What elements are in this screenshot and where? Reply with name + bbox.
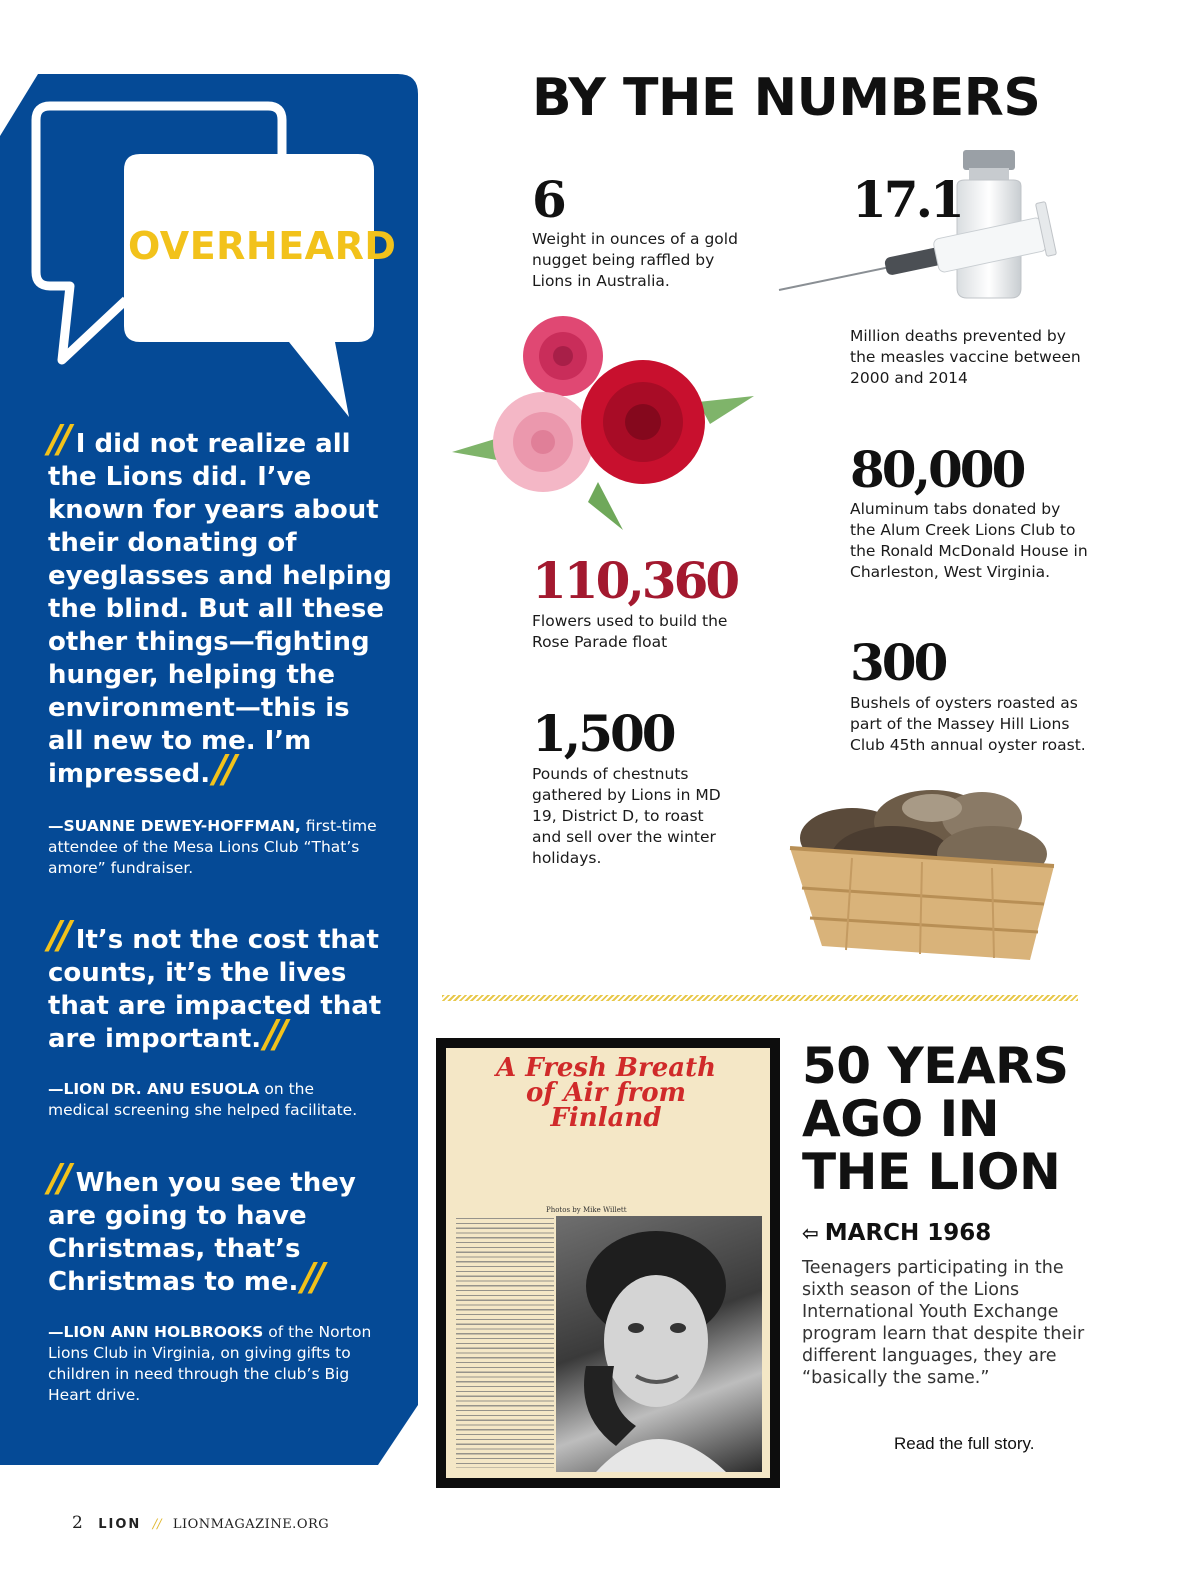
quote-1-text: I did not realize all the Lions did. I’ve known for years about their donating of eyeglasses and helping the blind. But all these other things—fighting hunger, helping the environment—this is all new to me. I’m impressed. (48, 429, 392, 789)
stat-desc-measles: Million deaths prevented by the measles vaccine between 2000 and 2014 (850, 327, 1081, 387)
stat-desc-tabs: Aluminum tabs donated by the Alum Creek Lions Club to the Ronald McDonald House in Charleston, West Virginia. (850, 500, 1088, 581)
stat-desc-gold: Weight in ounces of a gold nugget being raffled by Lions in Australia. (532, 230, 738, 290)
footer-separator: // (152, 1517, 162, 1532)
page-number: 2 (72, 1513, 83, 1533)
magazine-photo (556, 1216, 762, 1472)
quote-2-text: It’s not the cost that counts, it’s the lives that are impacted that are important. (48, 925, 382, 1054)
quote-2: // It’s not the cost that counts, it’s the lives that are impacted that are important.// (48, 913, 382, 1056)
read-full-story-link[interactable]: Read the full story. (894, 1434, 1035, 1453)
stat-value-flowers: 110,360 (532, 551, 738, 610)
section-divider (442, 995, 1078, 1001)
stat-value-tabs: 80,000 (850, 440, 1024, 499)
magazine-website-link[interactable]: LIONMAGAZINE.ORG (172, 1517, 330, 1532)
page-footer (72, 1513, 329, 1533)
fifty-years-title: 50 YEARS AGO IN THE LION (802, 1037, 1069, 1201)
quote-3-text: When you see they are going to have Christmas, that’s Christmas to me. (48, 1168, 356, 1297)
quote-1: // I did not realize all the Lions did. I’ve known for years about their donating of eyeglasses and helping the blind. But all these other things—fighting hunger, helping the environment—this is all new to me. I’m impressed.// (48, 417, 392, 791)
stat-value-measles: 17.1 (852, 170, 962, 229)
stat-desc-oysters: Bushels of oysters roasted as part of the Massey Hill Lions Club 45th annual oyster roast. (850, 694, 1086, 754)
quote-3-attribution: —LION ANN HOLBROOKS of the Norton Lions Club in Virginia, on giving gifts to children in need through the club’s Big Heart drive. (48, 1323, 372, 1404)
quote-3: // When you see they are going to have Christmas, that’s Christmas to me.// (48, 1156, 356, 1299)
stat-desc-flowers: Flowers used to build the Rose Parade float (532, 612, 728, 651)
stat-value-oysters: 300 (850, 633, 946, 692)
quote-2-attribution: —LION DR. ANU ESUOLA on the medical screening she helped facilitate. (48, 1080, 358, 1119)
numbers-title: BY THE NUMBERS (532, 68, 1041, 128)
fifty-years-description: Teenagers participating in the sixth season of the Lions International Youth Exchange program learn that despite their different languages, they are “basically the same.” (802, 1258, 1085, 1388)
stat-value-gold: 6 (532, 170, 564, 229)
quote-1-attribution: —SUANNE DEWEY-HOFFMAN, first-time attendee of the Mesa Lions Club “That’s amore” fundraiser. (48, 817, 377, 877)
fifty-years-date: ⇦ MARCH 1968 (802, 1220, 992, 1246)
arrow-left-icon: ⇦ (802, 1221, 819, 1245)
magazine-brand: LION (98, 1517, 142, 1532)
overheard-title: OVERHEARD (128, 224, 397, 268)
stat-desc-chestnuts: Pounds of chestnuts gathered by Lions in MD 19, District D, to roast and sell over the winter holidays. (532, 765, 721, 867)
magazine-page-image[interactable] (436, 1038, 780, 1488)
magazine-photo-credit: Photos by Mike Willett (546, 1206, 627, 1214)
stat-value-chestnuts: 1,500 (532, 704, 674, 763)
magazine-body-text (456, 1218, 554, 1468)
roses-image (448, 312, 758, 534)
oyster-basket-image (782, 778, 1062, 968)
overheard-panel (0, 0, 420, 1470)
magazine-headline: A Fresh Breath of Air from Finland (495, 1053, 717, 1133)
